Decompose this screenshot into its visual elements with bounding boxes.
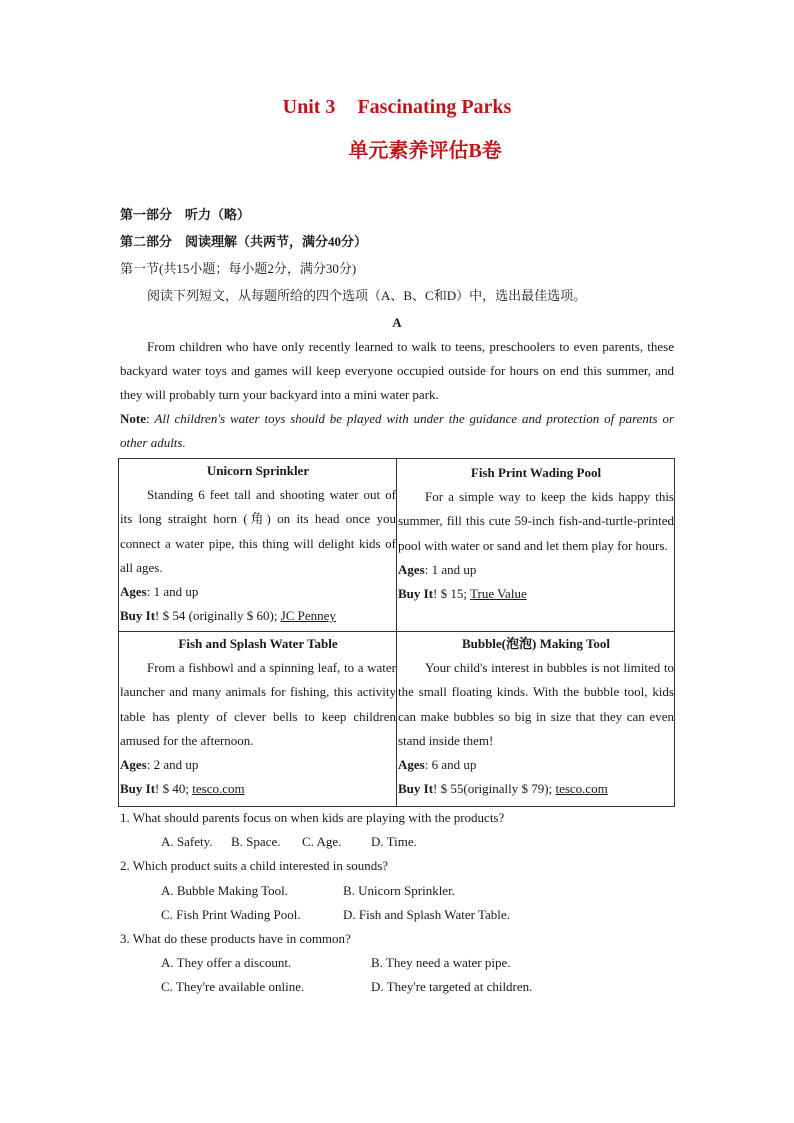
instruction-text: 阅读下列短文，从每题所给的四个选项（A、B、C和D）中，选出最佳选项。 — [147, 288, 587, 303]
part-one-heading: 第一部分 听力（略） — [120, 207, 251, 222]
note-label: Note — [120, 411, 146, 426]
product-cell — [119, 632, 397, 807]
products-table — [118, 458, 675, 807]
passage-note: Note: All children's water toys should be played with under the guidance and protection of parents or other adults. — [120, 411, 674, 450]
product-name: Unicorn Sprinkler — [206, 463, 310, 478]
price-value: ! $ 54 (originally $ 60); — [155, 608, 281, 624]
note-text: All children's water toys should be played with under the guidance and protection of parents or other adults. — [120, 411, 674, 450]
product-ages — [398, 558, 674, 582]
ages-value: : 2 and up — [146, 757, 199, 773]
ages-value: : 6 and up — [424, 757, 477, 773]
ages-label: Ages — [120, 757, 147, 773]
part-two-heading: 第二部分 阅读理解（共两节，满分40分） — [120, 234, 368, 249]
question-stem: 1. What should parents focus on when kids are playing with the products? — [120, 810, 505, 825]
question-option[interactable]: C. Age. — [302, 834, 342, 849]
product-price — [120, 777, 396, 801]
product-ages — [120, 753, 396, 777]
buy-label: Buy It — [398, 781, 434, 797]
question-option[interactable]: B. Space. — [231, 834, 281, 849]
product-cell — [397, 632, 675, 807]
product-price — [120, 604, 396, 628]
question-option[interactable]: C. They're available online. — [161, 979, 305, 994]
question-option[interactable]: D. They're targeted at children. — [371, 979, 533, 994]
question-option[interactable]: A. Safety. — [161, 834, 213, 849]
product-cell — [119, 459, 397, 632]
product-description: For a simple way to keep the kids happy this summer, fill this cute 59-inch fish-and-turtle-printed pool with water or sand and let them play for hours. — [398, 489, 674, 553]
question-stem: 3. What do these products have in common? — [120, 931, 351, 946]
ages-label: Ages — [398, 561, 425, 577]
ages-label: Ages — [398, 757, 425, 773]
buy-label: Buy It — [398, 586, 434, 602]
product-name: Bubble(泡泡) Making Tool — [461, 636, 611, 651]
product-description: Standing 6 feet tall and shooting water out of its long straight horn (角) on its head once you connect a water pipe, this thing will delight kids of all ages. — [120, 487, 396, 575]
question-stem: 2. Which product suits a child interested in sounds? — [120, 858, 389, 873]
question-option[interactable]: A. Bubble Making Tool. — [161, 883, 289, 898]
price-value: ! $ 15; — [433, 586, 471, 602]
question-option[interactable]: D. Fish and Splash Water Table. — [343, 907, 510, 922]
unit-number: Unit 3 — [282, 96, 336, 118]
ages-label: Ages — [120, 584, 147, 600]
question-option[interactable]: C. Fish Print Wading Pool. — [161, 907, 301, 922]
product-name: Fish Print Wading Pool — [470, 465, 602, 480]
product-ages — [120, 580, 396, 604]
paper-subtitle: 单元素养评估B卷 — [348, 140, 502, 162]
passage-intro: From children who have only recently learned to walk to teens, preschoolers to even parents, these backyard water toys and games will keep everyone occupied outside for hours on end this summer, and they will probably turn your backyard into a mini water park. — [120, 339, 674, 402]
product-ages — [398, 753, 674, 777]
section-one-heading: 第一节(共15小题；每小题2分，满分30分) — [120, 261, 357, 276]
ages-value: : 1 and up — [424, 561, 477, 577]
question-option[interactable]: A. They offer a discount. — [161, 955, 292, 970]
ages-value: : 1 and up — [146, 584, 199, 600]
question-option[interactable]: B. They need a water pipe. — [371, 955, 511, 970]
question-option[interactable]: D. Time. — [371, 834, 417, 849]
question-option[interactable]: B. Unicorn Sprinkler. — [343, 883, 455, 898]
product-description: Your child's interest in bubbles is not limited to the small floating kinds. With the bubble tool, kids can make bubbles so big in size that they can even stand inside them! — [398, 660, 674, 748]
product-cell — [397, 459, 675, 632]
store-link[interactable]: tesco.com — [192, 781, 245, 797]
passage-label: A — [392, 315, 402, 330]
unit-name: Fascinating Parks — [357, 96, 512, 118]
product-price — [398, 582, 674, 606]
product-name: Fish and Splash Water Table — [178, 636, 338, 651]
product-description: From a fishbowl and a spinning leaf, to a water launcher and many animals for fishing, this activity table has plenty of clever bells to keep children amused for the afternoon. — [120, 660, 396, 748]
price-value: ! $ 55(originally $ 79); — [433, 781, 556, 797]
store-link[interactable]: True Value — [470, 586, 527, 602]
store-link[interactable]: tesco.com — [555, 781, 608, 797]
unit-title — [0, 96, 794, 119]
product-price — [398, 777, 674, 801]
buy-label: Buy It — [120, 781, 156, 797]
price-value: ! $ 40; — [155, 781, 193, 797]
buy-label: Buy It — [120, 608, 156, 624]
store-link[interactable]: JC Penney — [280, 608, 336, 624]
